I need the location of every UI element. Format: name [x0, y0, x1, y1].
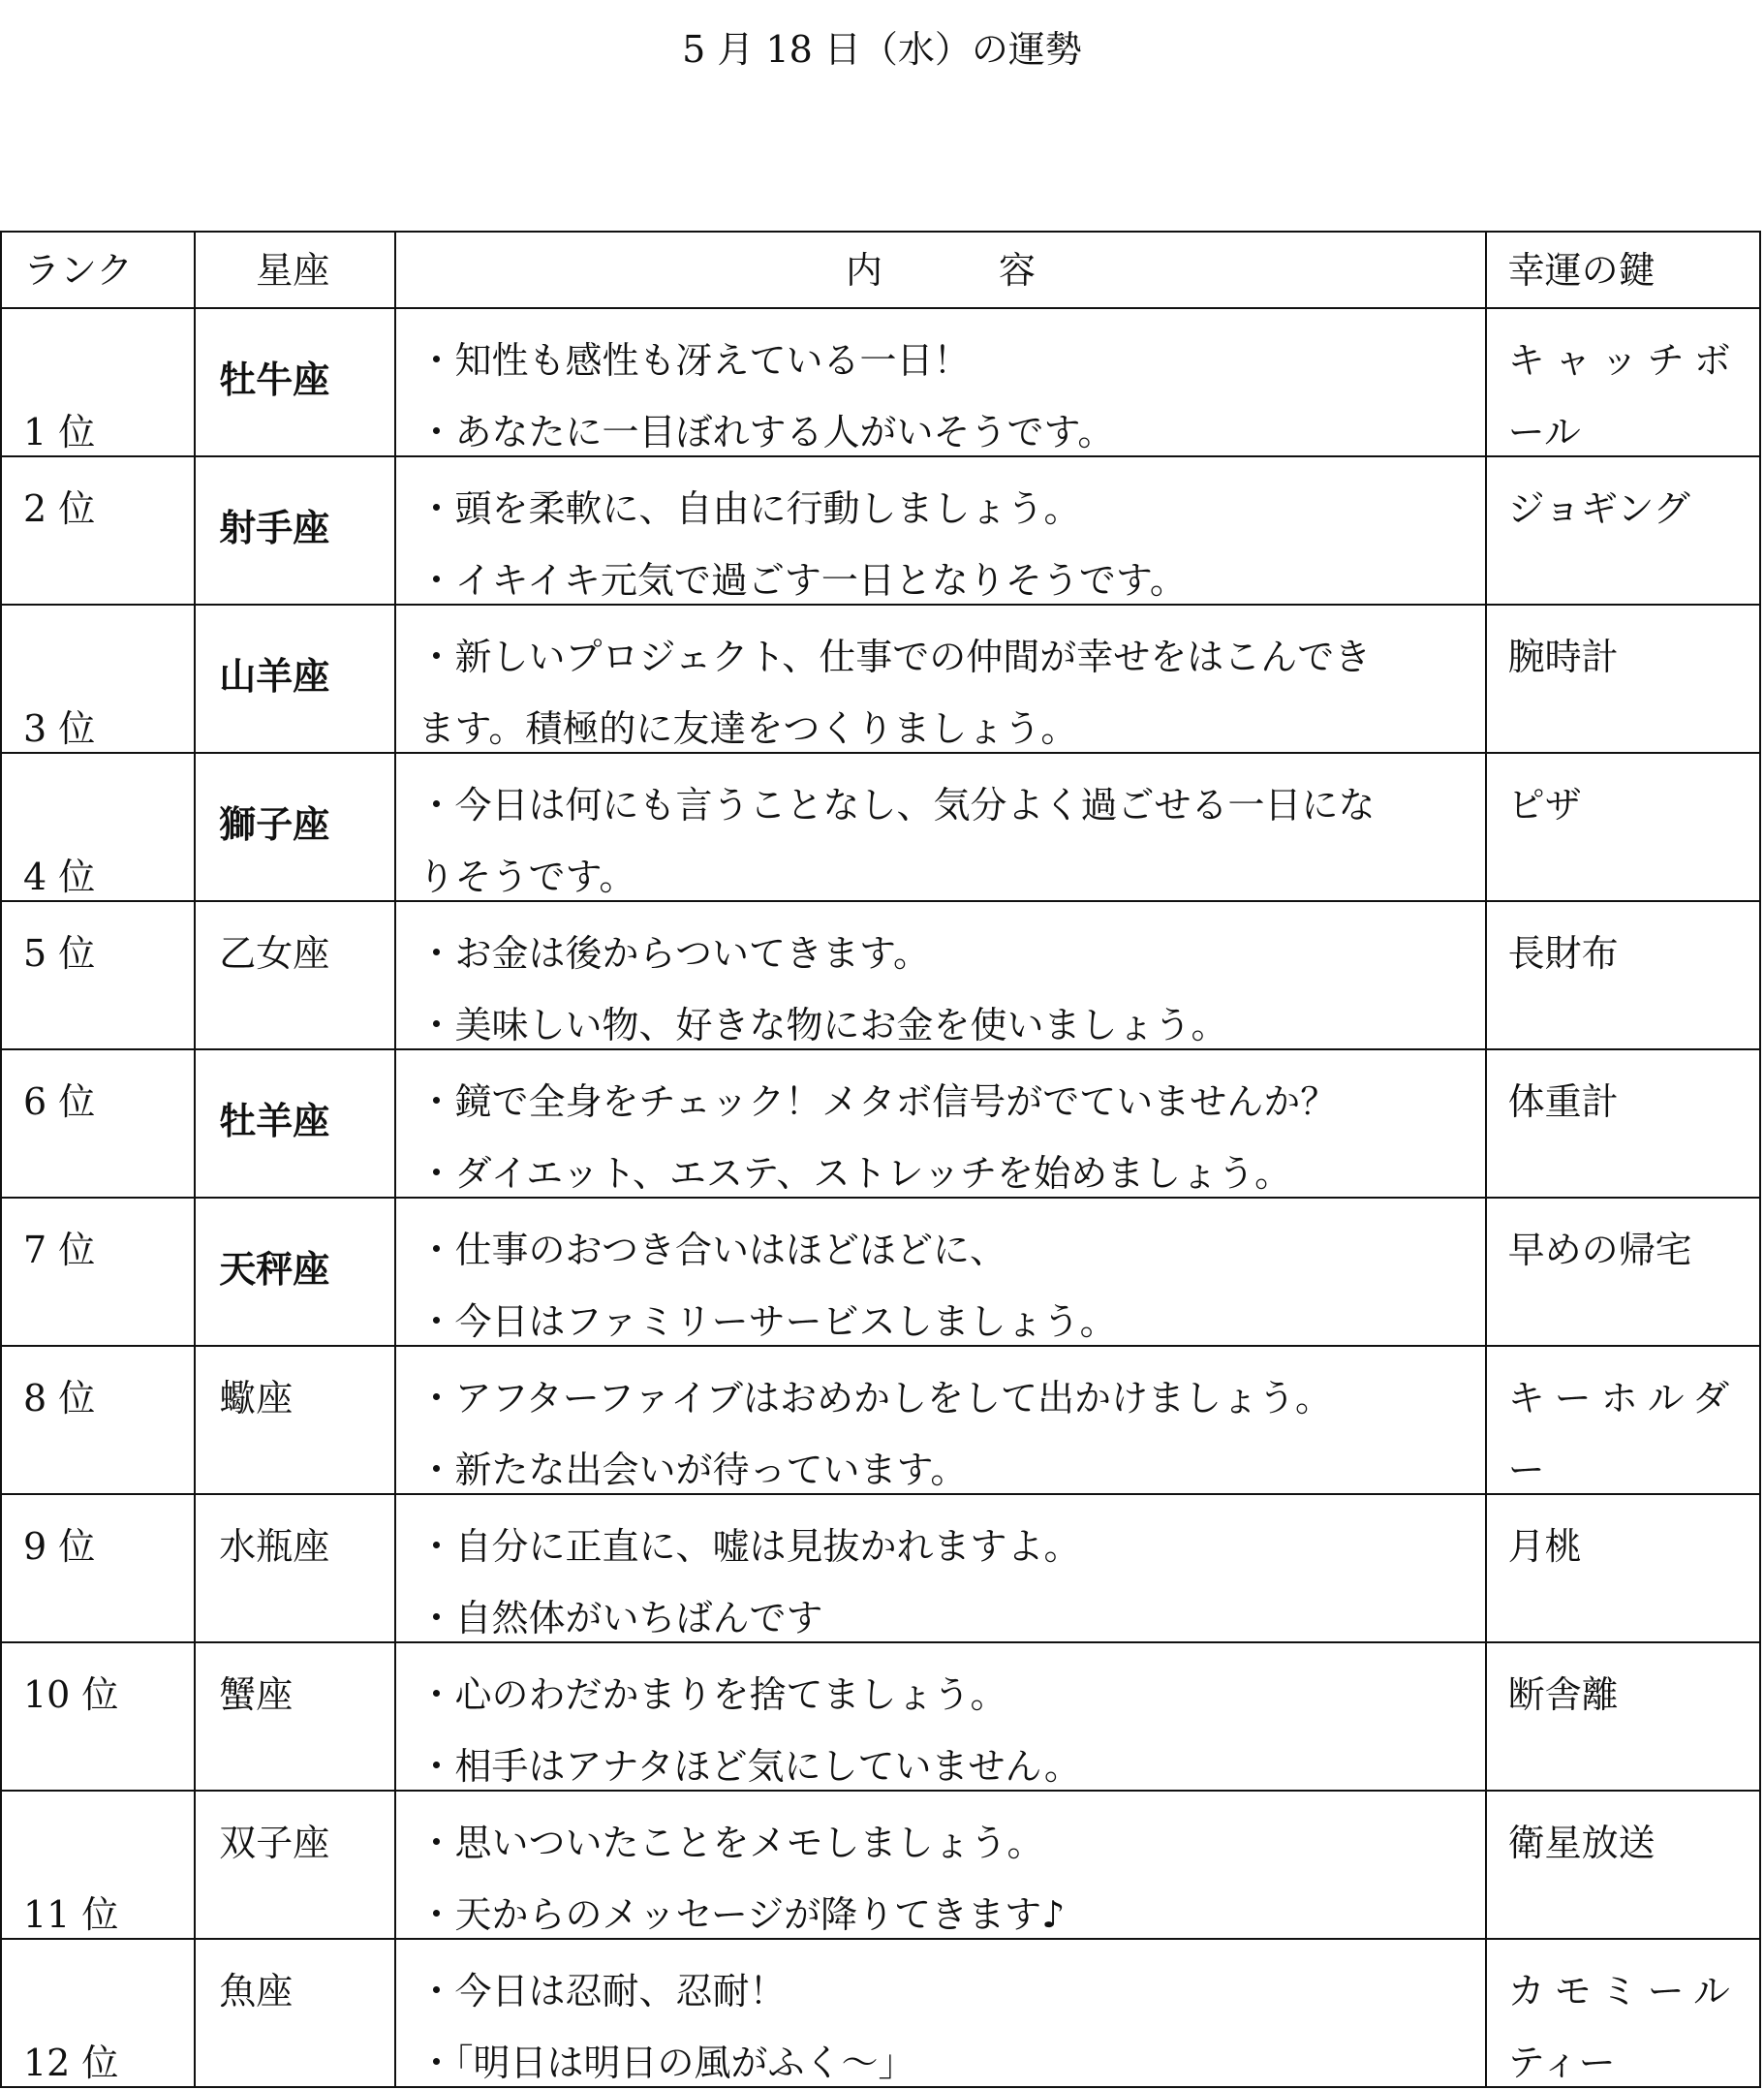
- rank: 1 位: [23, 411, 96, 453]
- header-key: 幸運の鍵: [1507, 249, 1656, 292]
- key-cell: [1486, 1791, 1760, 1939]
- content-line: ・「明日は明日の風がふく～」: [418, 2042, 915, 2084]
- header-key-cell: [1486, 232, 1760, 308]
- content-line: ます。積極的に友達をつくりましょう。: [418, 707, 1078, 750]
- key-cell: [1486, 1939, 1760, 2087]
- content-line: ・イキイキ元気で過ごす一日となりそうです。: [418, 559, 1187, 602]
- content-line: りそうです。: [418, 856, 636, 898]
- header-sign: 星座: [256, 249, 330, 292]
- table-row: [1, 1346, 1760, 1494]
- rank-cell: [1, 605, 195, 753]
- content-cell: [395, 1198, 1485, 1346]
- table-row: [1, 308, 1760, 456]
- lucky-key: 月桃: [1507, 1525, 1582, 1568]
- lucky-key: 早めの帰宅: [1507, 1229, 1692, 1271]
- sign: 牡羊座: [219, 1100, 330, 1142]
- key-cell: [1486, 901, 1760, 1049]
- sign: 獅子座: [219, 803, 330, 846]
- rank-cell: [1, 753, 195, 901]
- sign: 牡牛座: [219, 359, 330, 401]
- key-cell: [1486, 605, 1760, 753]
- rank-cell: [1, 456, 195, 605]
- key-cell: [1486, 1198, 1760, 1346]
- content-line: ・あなたに一目ぼれする人がいそうです。: [418, 411, 1115, 453]
- header-content-a: 内: [846, 249, 883, 292]
- table-row: [1, 1939, 1760, 2087]
- key-cell: [1486, 1642, 1760, 1791]
- key-cell: [1486, 1494, 1760, 1642]
- content-line: ・ダイエット、エステ、ストレッチを始めましょう。: [418, 1152, 1292, 1195]
- sign-cell: [195, 1346, 395, 1494]
- sign-cell: [195, 605, 395, 753]
- header-rank-cell: [1, 232, 195, 308]
- sign-cell: [195, 1198, 395, 1346]
- content-line: ・相手はアナタほど気にしていません。: [418, 1745, 1081, 1788]
- content-cell: [395, 1346, 1485, 1494]
- content-cell: [395, 308, 1485, 456]
- content-line: ・思いついたことをメモしましょう。: [418, 1822, 1044, 1864]
- table-header-row: [1, 232, 1760, 308]
- content-cell: [395, 1049, 1485, 1198]
- table-row: [1, 1049, 1760, 1198]
- sign: 双子座: [219, 1822, 330, 1864]
- rank-cell: [1, 1939, 195, 2087]
- sign-cell: [195, 901, 395, 1049]
- content-cell: [395, 753, 1485, 901]
- rank: 4 位: [23, 856, 96, 898]
- content-line: ・鏡で全身をチェック！メタボ信号がでていませんか？: [418, 1080, 1338, 1123]
- rank: 7 位: [23, 1229, 96, 1271]
- lucky-key: ティー: [1507, 2042, 1616, 2084]
- sign-cell: [195, 1642, 395, 1791]
- rank-cell: [1, 1791, 195, 1939]
- sign: 天秤座: [219, 1248, 330, 1291]
- rank-cell: [1, 1642, 195, 1791]
- lucky-key: ジョギング: [1507, 487, 1690, 530]
- key-cell: [1486, 1049, 1760, 1198]
- rank: 5 位: [23, 932, 96, 975]
- sign: 水瓶座: [219, 1525, 330, 1568]
- key-cell: [1486, 456, 1760, 605]
- content-line: ・新しいプロジェクト、仕事での仲間が幸せをはこんでき: [418, 636, 1372, 678]
- content-cell: [395, 1939, 1485, 2087]
- lucky-key: ー: [1507, 1449, 1545, 1491]
- rank-cell: [1, 1494, 195, 1642]
- content-line: ・天からのメッセージが降りてきます♪: [418, 1893, 1066, 1936]
- key-cell: [1486, 1346, 1760, 1494]
- table-row: [1, 901, 1760, 1049]
- table-row: [1, 1494, 1760, 1642]
- content-line: ・知性も感性も冴えている一日！: [418, 339, 971, 382]
- rank-cell: [1, 1346, 195, 1494]
- lucky-key: キャッチボ: [1507, 339, 1741, 382]
- sign-cell: [195, 753, 395, 901]
- content-line: ・アフターファイブはおめかしをして出かけましょう。: [418, 1377, 1332, 1419]
- lucky-key: 長財布: [1507, 932, 1619, 975]
- content-cell: [395, 456, 1485, 605]
- content-line: ・心のわだかまりを捨てましょう。: [418, 1673, 1007, 1716]
- header-content-cell: [395, 232, 1485, 308]
- content-line: ・美味しい物、好きな物にお金を使いましょう。: [418, 1004, 1228, 1046]
- sign: 山羊座: [219, 655, 330, 698]
- content-line: ・頭を柔軟に、自由に行動しましょう。: [418, 487, 1081, 530]
- content-line: ・仕事のおつき合いはほどほどに、: [418, 1229, 1007, 1271]
- table-row: [1, 1642, 1760, 1791]
- sign: 蠍座: [219, 1377, 294, 1419]
- content-line: ・今日は忍耐、忍耐！: [418, 1970, 787, 2012]
- header-content-b: 容: [999, 249, 1037, 292]
- sign: 乙女座: [219, 932, 330, 975]
- rank: 3 位: [23, 707, 96, 750]
- sign-cell: [195, 1791, 395, 1939]
- sign: 蟹座: [219, 1673, 294, 1716]
- key-cell: [1486, 308, 1760, 456]
- table-row: [1, 1198, 1760, 1346]
- content-line: ・お金は後からついてきます。: [418, 932, 931, 975]
- lucky-key: 腕時計: [1507, 636, 1619, 678]
- rank: 9 位: [23, 1525, 96, 1568]
- rank: 8 位: [23, 1377, 96, 1419]
- content-line: ・自分に正直に、嘘は見抜かれますよ。: [418, 1525, 1081, 1568]
- sign-cell: [195, 308, 395, 456]
- table-row: [1, 1791, 1760, 1939]
- content-cell: [395, 1642, 1485, 1791]
- rank-cell: [1, 901, 195, 1049]
- rank-cell: [1, 308, 195, 456]
- sign-cell: [195, 456, 395, 605]
- rank: 2 位: [23, 487, 96, 530]
- key-cell: [1486, 753, 1760, 901]
- lucky-key: 断舎離: [1507, 1673, 1619, 1716]
- sign: 射手座: [219, 507, 330, 549]
- rank-cell: [1, 1198, 195, 1346]
- lucky-key: ール: [1507, 411, 1581, 453]
- lucky-key: 体重計: [1507, 1080, 1619, 1123]
- content-line: ・新たな出会いが待っています。: [418, 1449, 968, 1491]
- header-rank: ランク: [23, 249, 134, 292]
- content-line: ・自然体がいちばんです: [418, 1597, 823, 1639]
- sign-cell: [195, 1049, 395, 1198]
- content-line: ・今日はファミリーサービスしましょう。: [418, 1300, 1117, 1343]
- rank: 12 位: [23, 2042, 119, 2084]
- lucky-key: ピザ: [1507, 784, 1582, 827]
- rank: 11 位: [23, 1893, 119, 1936]
- page-title: 5 月 18 日（水）の運勢: [682, 28, 1082, 71]
- table-row: [1, 753, 1760, 901]
- rank: 10 位: [23, 1673, 119, 1716]
- sign-cell: [195, 1939, 395, 2087]
- content-cell: [395, 605, 1485, 753]
- rank-cell: [1, 1049, 195, 1198]
- table-row: [1, 605, 1760, 753]
- sign: 魚座: [219, 1970, 294, 2012]
- fortune-table: [0, 231, 1761, 2088]
- lucky-key: キーホルダ: [1507, 1377, 1740, 1419]
- table-row: [1, 456, 1760, 605]
- content-line: ・今日は何にも言うことなし、気分よく過ごせる一日にな: [418, 784, 1376, 827]
- header-sign-cell: [195, 232, 395, 308]
- content-cell: [395, 901, 1485, 1049]
- rank: 6 位: [23, 1080, 96, 1123]
- lucky-key: カモミール: [1507, 1970, 1740, 2012]
- lucky-key: 衛星放送: [1507, 1822, 1656, 1864]
- sign-cell: [195, 1494, 395, 1642]
- content-cell: [395, 1791, 1485, 1939]
- content-cell: [395, 1494, 1485, 1642]
